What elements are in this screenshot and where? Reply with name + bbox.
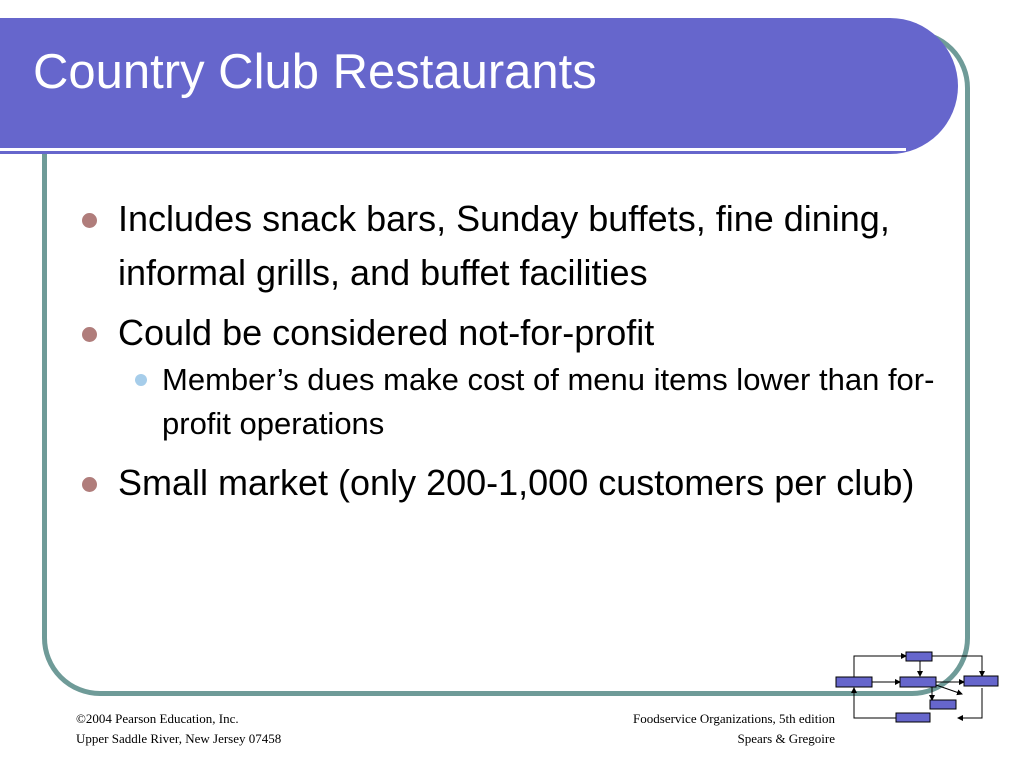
footer-address: Upper Saddle River, New Jersey 07458 — [76, 731, 282, 746]
bullet-icon — [82, 477, 97, 492]
sub-bullet-icon — [135, 374, 147, 386]
title-underline — [0, 148, 906, 151]
bullet-item — [80, 306, 960, 360]
bullet-item — [80, 192, 960, 300]
footer-book-title: Foodservice Organizations, 5th edition — [633, 711, 835, 726]
slide-content — [80, 192, 960, 516]
bullet-item — [80, 456, 960, 510]
slide-title: Country Club Restaurants — [33, 45, 597, 99]
footer-publisher — [76, 709, 281, 749]
sub-bullet-item — [80, 358, 960, 446]
footer-book — [520, 709, 835, 749]
bullet-icon — [82, 327, 97, 342]
footer-authors: Spears & Gregoire — [737, 731, 835, 746]
flowchart-decoration-icon — [834, 646, 1004, 728]
footer-copyright: ©2004 Pearson Education, Inc. — [76, 711, 239, 726]
bullet-icon — [82, 213, 97, 228]
bullet-text: Includes snack bars, Sunday buffets, fine dining, informal grills, and buffet facilities — [118, 198, 890, 293]
sub-bullet-text: Member’s dues make cost of menu items lower than for-profit operations — [162, 362, 935, 441]
bullet-text: Could be considered not-for-profit — [118, 312, 655, 353]
bullet-text: Small market (only 200-1,000 customers per club) — [118, 462, 915, 503]
